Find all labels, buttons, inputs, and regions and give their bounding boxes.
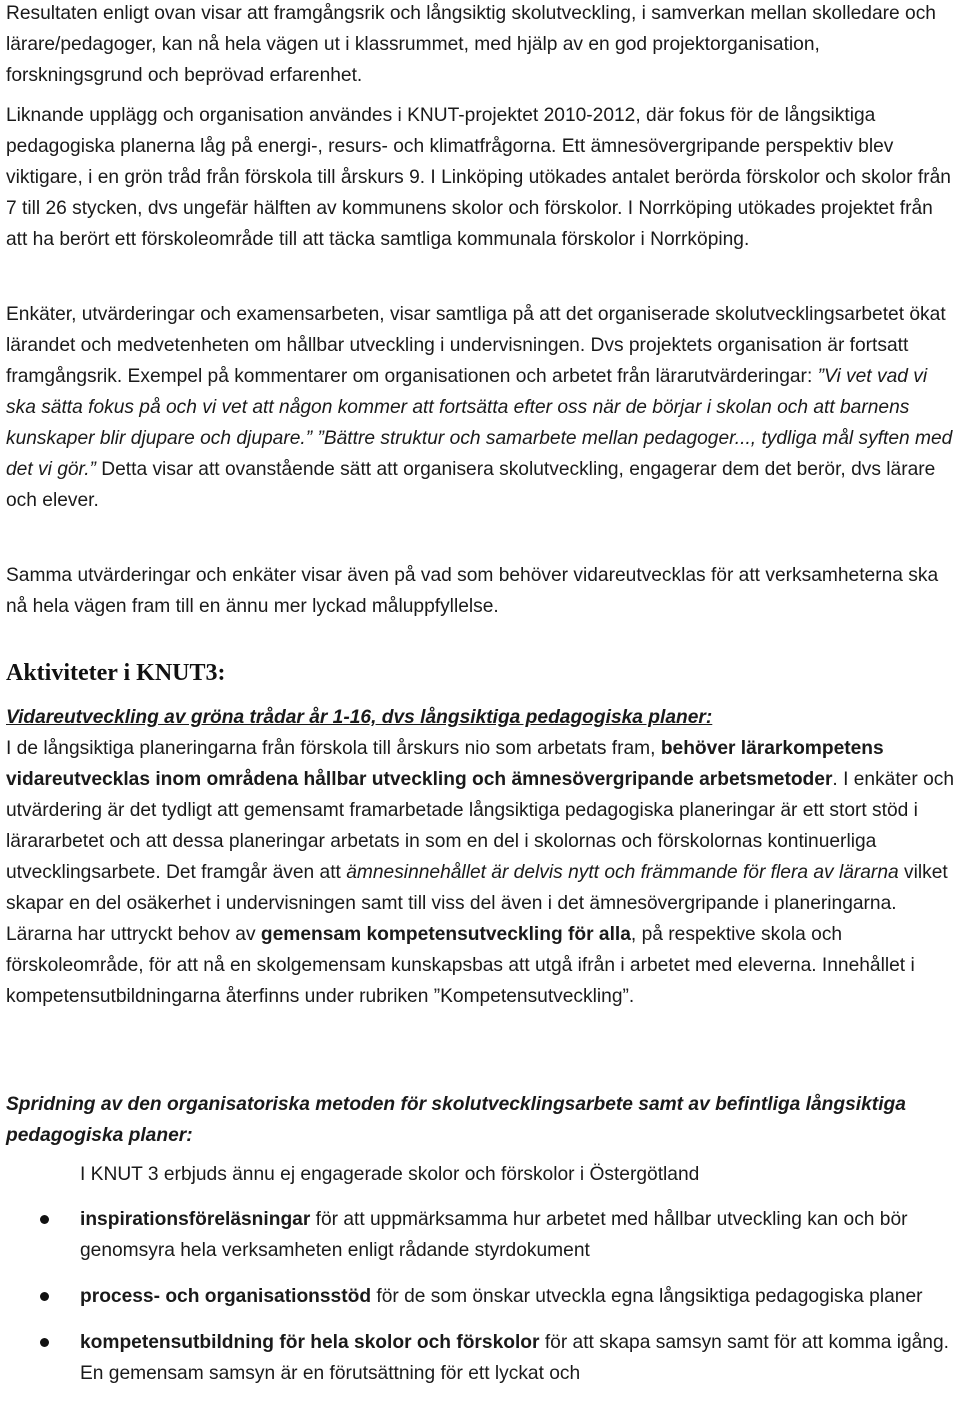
bullet-text: för att uppmärksamma hur arbetet med hållbar utveckling kan och bör genomsyra hela verksamheten enligt rådande styrdokument <box>80 1209 908 1261</box>
subheading-green-threads-text: Vidareutveckling av gröna trådar år 1-16, dvs långsiktiga pedagogiska planer: <box>6 707 713 728</box>
paragraph-long-term-plans <box>6 733 956 1012</box>
section-heading: Aktiviteter i KNUT3: <box>6 660 226 686</box>
bullet-icon <box>40 1338 49 1347</box>
plans-text-3: vilket skapar en del osäkerhet i undervisningen samt till viss del även i det ämnesövergripande i planeringarna. Lärarna har uttryckt behov av <box>6 862 948 945</box>
list-item <box>6 1204 956 1266</box>
list-item <box>6 1281 956 1312</box>
bullet-bold: inspirationsföreläsningar <box>80 1209 311 1230</box>
plans-text-1: I de långsiktiga planeringarna från förskola till årskurs nio som arbetats fram, <box>6 738 661 759</box>
bullet-text: för att skapa samsyn samt för att komma igång. En gemensam samsyn är en förutsättning för ett lyckat och <box>80 1332 949 1384</box>
bullet-icon <box>40 1215 49 1224</box>
plans-italic-1: ämnesinnehållet är delvis nytt och främmande för flera av lärarna <box>346 862 899 883</box>
evaluations-text-b: Detta visar att ovanstående sätt att organisera skolutveckling, engagerar dem det berör, dvs lärare och elever. <box>6 459 936 511</box>
plans-text-4: , på respektive skola och förskoleområde, för att nå en skolgemensam kunskapsbas att utgå ifrån i arbetet med eleverna. Innehållet i kompetensutbildningarna återfinns under rubriken ”Kompetensutveckling”. <box>6 924 915 1007</box>
plans-text-2: . I enkäter och utvärdering är det tydligt att gemensamt framarbetade långsiktiga pedagogiska planeringar är ett stort stöd i lärararbetet och att dessa planeringar arbetats in som en del i skolornas och förskolornas kontinuerliga utvecklingsarbete. Det framgår även att <box>6 769 955 883</box>
paragraph-results: Resultaten enligt ovan visar att framgångsrik och långsiktig skolutveckling, i samverkan mellan skolledare och lärare/pedagoger, kan nå hela vägen ut i klassrummet, med hjälp av en god projektorganisation, forskningsgrund och beprövad erfarenhet. <box>6 3 936 86</box>
subheading-green-threads <box>6 702 956 733</box>
plans-bold-2: gemensam kompetensutveckling för alla <box>260 924 631 945</box>
plans-bold-1: behöver lärarkompetens vidareutvecklas inom områdena hållbar utveckling och ämnesövergripande arbetsmetoder <box>6 738 884 790</box>
paragraph-knut3-offer: I KNUT 3 erbjuds ännu ej engagerade skolor och förskolor i Östergötland <box>80 1164 700 1185</box>
bullet-bold: process- och organisationsstöd <box>80 1286 372 1307</box>
evaluations-text-a: Enkäter, utvärderingar och examensarbeten, visar samtliga på att det organiserade skolutvecklingsarbetet ökat lärandet och medvetenheten om hållbar utveckling i undervisningen. Dvs projektets organisation är fortsatt framgångsrik. Exempel på kommentarer om organisationen och arbetet från lärarutvärderingar: <box>6 304 946 387</box>
teacher-quotes: ”Vi vet vad vi ska sätta fokus på och vi vet att någon kommer att fortsätta efter oss när de börjar i skolan och att barnens kunskaper blir djupare och djupare.” ”Bättre struktur och samarbete mellan pedagoger..., tydliga mål syften med det vi gör.” <box>6 366 953 480</box>
offer-bullet-list <box>6 1204 956 1404</box>
paragraph-knut-project: Liknande upplägg och organisation användes i KNUT-projektet 2010-2012, där fokus för de långsiktiga pedagogiska planerna låg på energi-, resurs- och klimatfrågorna. Ett ämnesövergripande perspektiv blev viktigare, i en grön tråd från förskola till årskurs 9. I Linköping utökades antalet berörda förskolor och skolor från 7 till 26 stycken, dvs ungefär hälften av kommunens skolor och förskolor. I Norrköping utökades projektet från att ha berört ett förskoleområde till att täcka samtliga kommunala förskolor i Norrköping. <box>6 105 951 250</box>
bullet-bold: kompetensutbildning för hela skolor och förskolor <box>80 1332 540 1353</box>
list-item <box>6 1327 956 1389</box>
paragraph-evaluations <box>6 299 956 516</box>
bullet-icon <box>40 1292 49 1301</box>
subheading-dissemination-text: Spridning av den organisatoriska metoden för skolutvecklingsarbete samt av befintliga långsiktiga pedagogiska planer: <box>6 1094 906 1146</box>
subheading-dissemination <box>6 1089 936 1151</box>
bullet-text: för de som önskar utveckla egna långsiktiga pedagogiska planer <box>371 1286 923 1307</box>
paragraph-further-development: Samma utvärderingar och enkäter visar även på vad som behöver vidareutvecklas för att verksamheterna ska nå hela vägen fram till en ännu mer lyckad måluppfyllelse. <box>6 565 939 617</box>
